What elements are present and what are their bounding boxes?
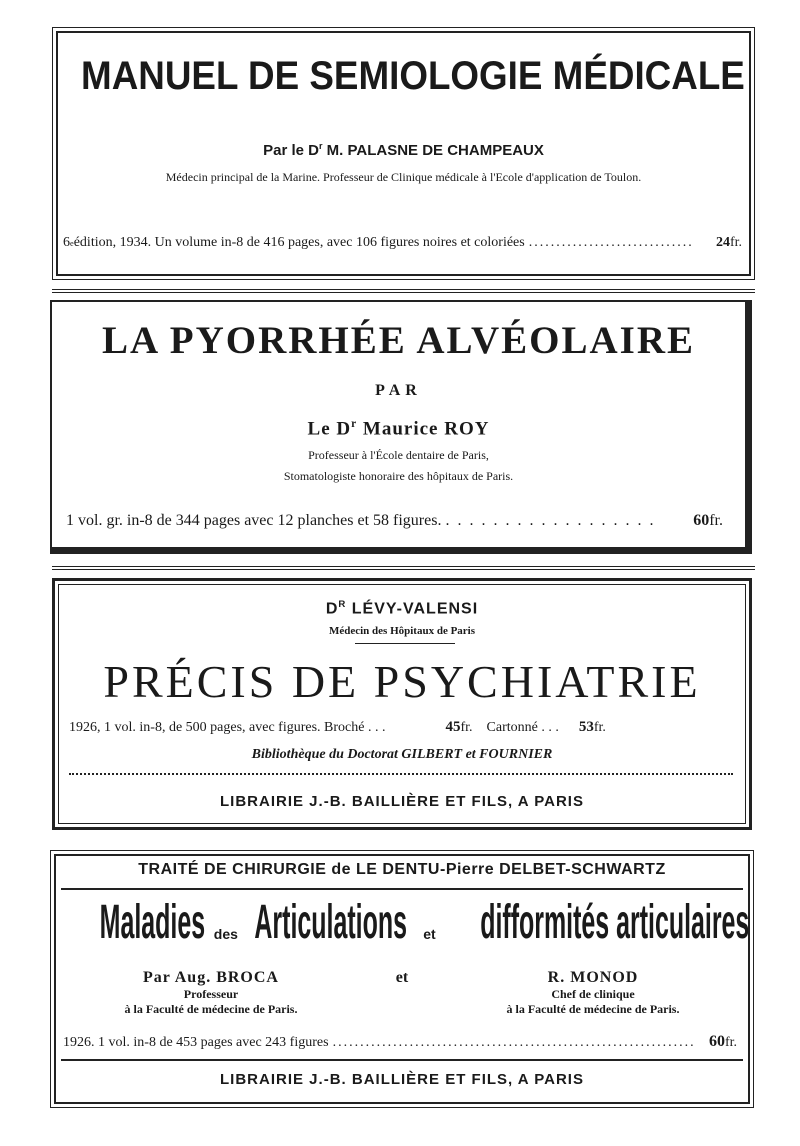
currency: fr. <box>593 720 606 735</box>
author-name: Maurice ROY <box>357 418 490 440</box>
advert-semiologie <box>52 27 755 280</box>
authors-block <box>71 969 733 1017</box>
author-column <box>453 969 733 1017</box>
title-connector: et <box>423 925 436 942</box>
author-place: à la Faculté de médecine de Paris. <box>124 1002 298 1016</box>
price-line <box>66 512 723 530</box>
separator-rule <box>52 569 755 570</box>
currency: fr. <box>709 512 723 529</box>
leader-dots: .............................. <box>528 235 694 250</box>
author-prefix: Le D <box>307 418 352 440</box>
ad-title: MANUEL DE SEMIOLOGIE MÉDICALE <box>81 54 745 98</box>
price-broche: 45 <box>445 719 461 735</box>
author-name: R. MONOD <box>547 969 639 986</box>
ad-author <box>55 599 749 618</box>
ad-affiliation: Médecin principal de la Marine. Professeur de Clinique médicale à l'Ecole d'application de Toulon. <box>165 170 642 184</box>
title-connector: des <box>213 925 238 942</box>
title-word: Articulations <box>254 896 407 949</box>
advert-psychiatrie <box>52 578 752 830</box>
author-prefix: D <box>325 600 339 618</box>
price: 24 <box>715 235 730 250</box>
leader-dots: .................................................................. <box>332 1035 696 1050</box>
divider <box>61 1059 743 1061</box>
divider <box>355 643 455 644</box>
price-line <box>63 235 742 251</box>
ad-author <box>52 418 745 440</box>
ad-title <box>51 895 753 950</box>
author-role: Professeur <box>183 987 239 1001</box>
description: 1926. 1 vol. in-8 de 453 pages avec 243 figures <box>63 1035 329 1050</box>
ad-author <box>53 141 754 159</box>
publisher: LIBRAIRIE J.-B. BAILLIÈRE ET FILS, A PARIS <box>220 1071 584 1088</box>
series-line: TRAITÉ DE CHIRURGIE de LE DENTU-Pierre DELBET-SCHWARTZ <box>138 861 666 878</box>
separator-rule <box>52 289 755 290</box>
ad-affiliation: Stomatologiste honoraire des hôpitaux de Paris. <box>283 469 514 483</box>
ad-affiliation: Professeur à l'École dentaire de Paris, <box>308 448 489 462</box>
advert-pyorrhee <box>50 300 752 554</box>
price-cartonne: 53 <box>578 719 594 735</box>
price-line <box>69 719 733 736</box>
ad-title: LA PYORRHÉE ALVÉOLAIRE <box>101 319 696 362</box>
cartonne-label: Cartonné . . . <box>486 720 559 735</box>
author-place: à la Faculté de médecine de Paris. <box>506 1002 680 1016</box>
author-sup: r <box>351 418 358 430</box>
price: 60 <box>708 1033 725 1050</box>
currency: fr. <box>729 235 742 250</box>
edition-num: 6 <box>63 235 70 250</box>
author-column <box>71 969 351 1017</box>
advert-articulations <box>50 850 754 1108</box>
author-name: Par Aug. BROCA <box>143 969 279 986</box>
series-line: Bibliothèque du Doctorat GILBERT et FOURNIER <box>251 747 553 762</box>
author-name: M. PALASNE DE CHAMPEAUX <box>322 142 544 159</box>
author-sup: R <box>338 599 347 610</box>
publisher: LIBRAIRIE J.-B. BAILLIÈRE ET FILS, A PARIS <box>220 793 584 810</box>
dotted-divider <box>69 773 733 775</box>
ad-affiliation: Médecin des Hôpitaux de Paris <box>328 625 476 637</box>
author-name: LÉVY-VALENSI <box>346 600 479 618</box>
conjunction: et <box>395 969 409 986</box>
title-word: difformités articulaires <box>479 896 750 949</box>
description: édition, 1934. Un volume in-8 de 416 pages, avec 106 figures noires et coloriées <box>73 235 525 250</box>
currency: fr. <box>724 1035 737 1050</box>
price-line <box>63 1033 737 1051</box>
title-word: Maladies <box>99 896 206 949</box>
currency: fr. <box>460 720 473 735</box>
separator-rule <box>52 566 755 567</box>
divider <box>61 888 743 890</box>
par-label: PAR <box>375 382 422 399</box>
price: 60 <box>693 512 710 529</box>
author-role: Chef de clinique <box>551 987 635 1001</box>
author-prefix: Par le D <box>263 142 319 159</box>
separator-rule <box>52 292 755 293</box>
edition-sup: e <box>70 239 74 248</box>
author-sup: r <box>318 141 323 151</box>
leader-dots: . . . . . . . . . . . . . . . . . . <box>445 512 656 529</box>
ad-title: PRÉCIS DE PSYCHIATRIE <box>103 656 701 707</box>
description: 1926, 1 vol. in-8, de 500 pages, avec figures. Broché . . . <box>69 720 386 735</box>
description: 1 vol. gr. in-8 de 344 pages avec 12 planches et 58 figures. <box>66 512 442 529</box>
